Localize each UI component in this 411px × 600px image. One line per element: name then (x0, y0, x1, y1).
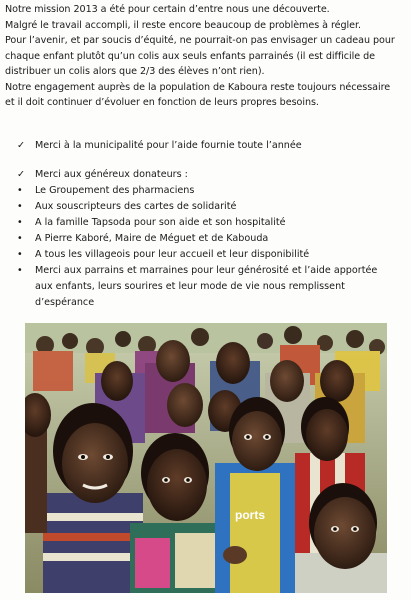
intro-line: et il doit continuer d’évoluer en fonction de leurs propres besoins. (5, 97, 319, 108)
donor-text: A Pierre Kaboré, Maire de Méguet et de Kabouda (35, 233, 269, 244)
shirt-text: ports (235, 508, 265, 522)
thanks-list-municipality (17, 138, 407, 154)
donor-text: A tous les villageois pour leur accueil et leur disponibilité (35, 249, 310, 260)
bullet-icon: • (17, 185, 23, 196)
thanks-list-donors (17, 167, 407, 310)
intro-line: Notre mission 2013 a été pour certain d’entre nous une découverte. (5, 4, 330, 15)
intro-line: Notre engagement auprès de la population de Kaboura reste toujours nécessaire (5, 81, 391, 93)
children-photo (25, 323, 387, 593)
bullet-icon: • (17, 217, 23, 228)
intro-line: chaque enfant plutôt qu’un colis aux seuls enfants parrainés (il est difficile de (5, 50, 376, 62)
list-item (17, 183, 407, 199)
donor-text: Le Groupement des pharmaciens (35, 185, 195, 196)
bullet-icon: • (17, 249, 23, 260)
closing-line: d’espérance (35, 296, 95, 308)
intro-line: distribuer un colis alors que 2/3 des élèves n’ont rien). (5, 66, 265, 77)
donor-text: A la famille Tapsoda pour son aide et son hospitalité (35, 217, 286, 228)
list-item (17, 199, 407, 215)
closing-line: aux enfants, leurs sourires et leur mode de vie nous remplissent (35, 280, 345, 292)
children-photo-image (25, 323, 387, 593)
closing-line: Merci aux parrains et marraines pour leur générosité et l’aide apportée (35, 265, 378, 276)
list-item-text: Merci à la municipalité pour l’aide fournie toute l’année (35, 140, 302, 151)
list-item (17, 231, 407, 247)
check-mark-icon: ✓ (17, 140, 26, 151)
list-item (17, 138, 407, 154)
list-item (17, 167, 407, 183)
donor-text: Aux souscripteurs des cartes de solidarité (35, 201, 237, 212)
list-item (17, 215, 407, 231)
bullet-icon: • (17, 233, 23, 244)
intro-paragraph (5, 2, 408, 111)
intro-line: Pour l’avenir, et par soucis d’équité, ne pourrait-on pas envisager un cadeau pour (5, 35, 395, 46)
bullet-icon: • (17, 265, 23, 276)
check-mark-icon: ✓ (17, 169, 26, 180)
list-item-text: Merci aux généreux donateurs : (35, 169, 188, 180)
list-item (17, 247, 407, 263)
intro-line: Malgré le travail accompli, il reste encore beaucoup de problèmes à régler. (5, 19, 362, 31)
bullet-icon: • (17, 201, 23, 212)
list-item (17, 263, 407, 310)
